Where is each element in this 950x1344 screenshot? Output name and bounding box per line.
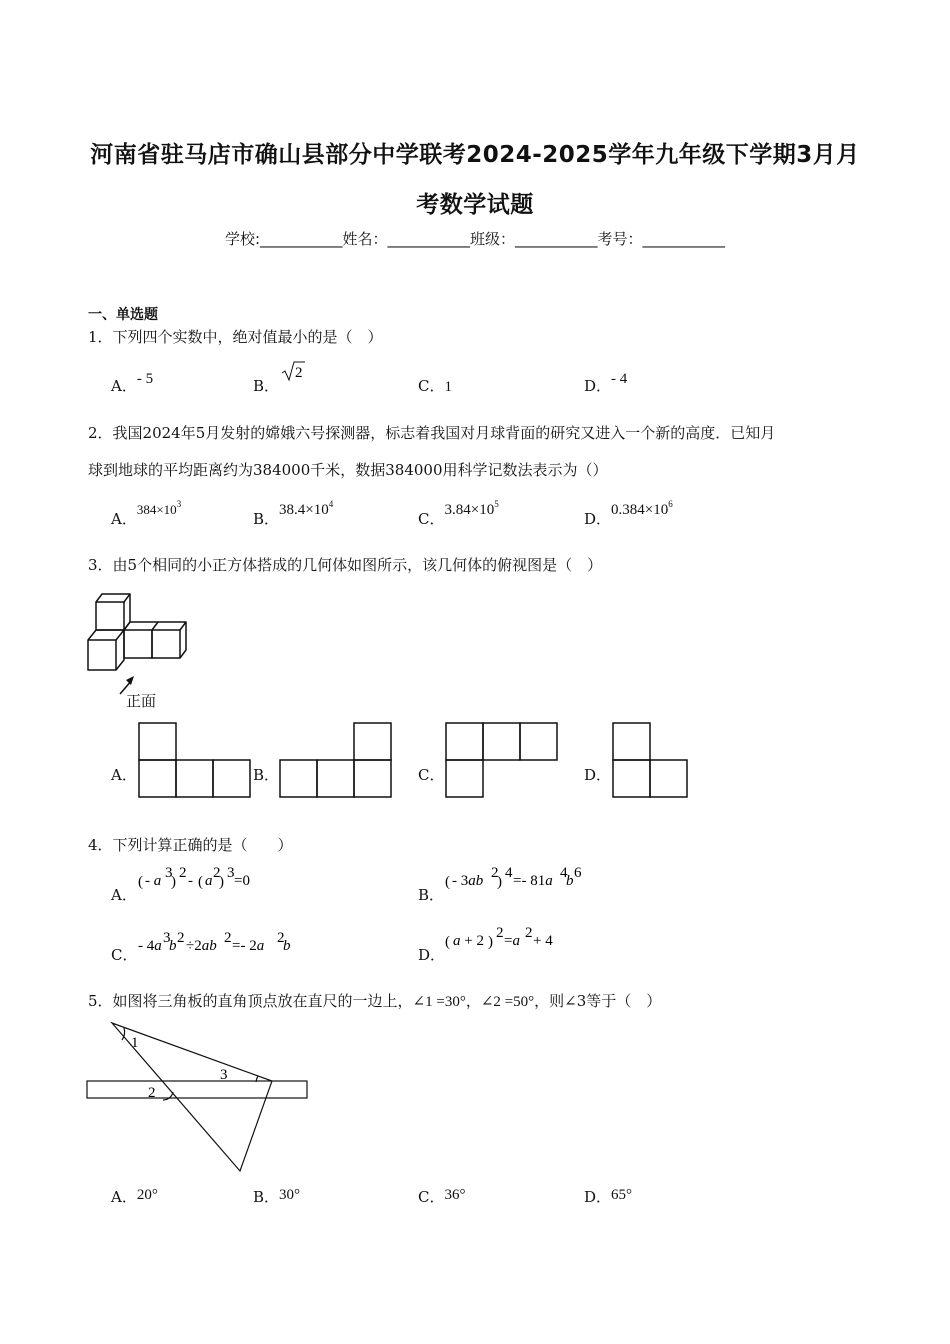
option-label: A． — [111, 1188, 137, 1206]
svg-text:2: 2 — [177, 930, 185, 946]
q2-option-d[interactable] — [584, 499, 673, 529]
q2-d-exp: 6 — [668, 499, 673, 509]
q5-d-value: 65° — [611, 1187, 633, 1203]
q2-b-exp: 4 — [328, 499, 334, 509]
svg-text:2: 2 — [179, 865, 187, 881]
q2-option-b[interactable] — [253, 499, 334, 529]
q2-c-value — [444, 499, 499, 518]
option-label: A． — [111, 886, 137, 904]
svg-text:3: 3 — [163, 930, 171, 946]
q5-c-value: 36° — [444, 1187, 466, 1203]
svg-text:2: 2 — [213, 865, 221, 881]
option-label: D． — [418, 946, 446, 964]
svg-text:- 3ab: - 3ab — [452, 873, 484, 889]
angle-label-2: 2 — [148, 1085, 156, 1101]
q2-a-exp: 3 — [176, 499, 182, 509]
name-blank[interactable]: ___________ — [387, 230, 471, 248]
class-label: 班级： — [470, 230, 516, 248]
q4-option-a-expression — [138, 865, 268, 894]
q2-stem-line1: 2．我国2024年5月发射的嫦娥六号探测器，标志着我国对月球背面的研究又进入一个新的高度．已知月 — [88, 424, 776, 442]
q1-option-d[interactable] — [584, 371, 628, 396]
q3-option-c-label[interactable]: C． — [418, 766, 445, 784]
q2-c-base: 3.84 — [444, 502, 471, 518]
svg-text:2: 2 — [491, 865, 499, 881]
svg-text:): ) — [497, 874, 502, 890]
q3-option-d-label[interactable]: D． — [584, 766, 612, 784]
svg-text:4: 4 — [505, 865, 513, 881]
svg-text:(: ( — [445, 934, 450, 950]
q1-d-value: - 4 — [611, 371, 628, 387]
q2-stem-line2: 球到地球的平均距离约为384000千米，数据384000用科学记数法表示为（） — [88, 461, 608, 479]
svg-text:2: 2 — [224, 930, 232, 946]
svg-text:2: 2 — [496, 925, 504, 941]
option-label: B． — [253, 1188, 280, 1206]
q2-b-value — [279, 499, 334, 518]
q1-stem: 1．下列四个实数中，绝对值最小的是（ ） — [88, 328, 383, 346]
class-blank[interactable]: ___________ — [515, 230, 598, 248]
q3-option-a-label[interactable]: A． — [111, 766, 137, 784]
q1-option-a[interactable] — [111, 371, 154, 396]
school-label: 学校: — [224, 230, 260, 248]
svg-text:a: a — [205, 873, 213, 889]
svg-text:3: 3 — [165, 865, 173, 881]
option-label: B． — [253, 510, 280, 528]
svg-text:): ) — [488, 934, 493, 950]
q2-a-times: ×10 — [156, 502, 177, 517]
q5-option-d[interactable] — [584, 1186, 632, 1207]
svg-text:b: b — [283, 938, 291, 954]
q4-option-c[interactable] — [111, 944, 137, 965]
q2-c-times: ×10 — [470, 502, 495, 518]
q4-option-a[interactable] — [111, 884, 137, 905]
svg-text:(: ( — [445, 874, 450, 890]
q2-option-a[interactable] — [111, 499, 182, 529]
page-title: 河南省驻马店市确山县部分中学联考2024-2025学年九年级下学期3月月 — [90, 142, 860, 168]
q5-stem-pre: 5．如图将三角板的直角顶点放在直尺的一边上， — [88, 992, 413, 1010]
q4-option-d[interactable] — [418, 944, 445, 965]
angle-label-3: 3 — [220, 1067, 228, 1083]
q4-option-d-expression — [445, 926, 595, 954]
school-blank[interactable]: ___________ — [260, 230, 343, 248]
option-label: C． — [111, 946, 138, 964]
q2-a-value — [136, 499, 182, 517]
option-label: B． — [253, 377, 280, 395]
q1-option-b[interactable] — [253, 365, 303, 396]
q4-option-b[interactable] — [418, 884, 444, 905]
q3-option-d-figure[interactable] — [612, 722, 690, 798]
q5-option-c[interactable] — [418, 1186, 465, 1207]
option-label: D． — [584, 510, 612, 528]
q4-option-b-expression — [445, 865, 595, 894]
svg-text:-: - — [188, 873, 193, 889]
angle-label-1: 1 — [131, 1035, 139, 1051]
name-label: 姓名： — [342, 230, 388, 248]
q5-stem-post: ，则∠3等于（ ） — [534, 992, 662, 1010]
option-label: C． — [418, 510, 445, 528]
svg-text:=0: =0 — [234, 873, 250, 889]
svg-text:): ) — [171, 874, 176, 890]
number-label: 考号： — [597, 230, 643, 248]
q5-angle2: ∠2 =50° — [480, 994, 535, 1010]
q5-option-a[interactable] — [111, 1186, 158, 1207]
q2-d-value — [611, 499, 673, 518]
q2-option-c[interactable] — [418, 499, 499, 529]
q4-option-c-expression — [138, 932, 318, 958]
q3-option-b-figure[interactable] — [279, 722, 393, 798]
q3-option-a-figure[interactable] — [138, 722, 252, 798]
svg-text:- 4a: - 4a — [138, 938, 162, 954]
q5-a-value: 20° — [136, 1187, 158, 1203]
option-label: B． — [418, 886, 445, 904]
option-label: D． — [584, 1188, 612, 1206]
svg-text:6: 6 — [574, 865, 582, 881]
q2-d-base: 0.384 — [611, 502, 645, 518]
q1-c-value: 1 — [444, 379, 452, 395]
q3-option-c-figure[interactable] — [445, 722, 559, 798]
svg-text:b: b — [566, 873, 574, 889]
q2-d-times: ×10 — [644, 502, 669, 518]
q5-sep: ， — [465, 992, 481, 1010]
option-label: C． — [418, 377, 445, 395]
q2-b-base: 38.4 — [279, 502, 306, 518]
svg-text:- a: - a — [145, 873, 162, 889]
q4-stem: 4．下列计算正确的是（ ） — [88, 836, 293, 854]
q2-b-times: ×10 — [305, 502, 329, 518]
q5-option-b[interactable] — [253, 1186, 300, 1207]
svg-text:2: 2 — [277, 930, 285, 946]
svg-text:(: ( — [138, 874, 143, 890]
q2-a-base: 384 — [136, 502, 157, 517]
option-label: D． — [584, 377, 612, 395]
number-blank[interactable]: ___________ — [642, 230, 726, 248]
q5-angle1: ∠1 =30° — [412, 994, 466, 1010]
q2-c-exp: 5 — [494, 499, 499, 509]
svg-text:÷2ab: ÷2ab — [186, 938, 217, 954]
q5-b-value: 30° — [279, 1187, 301, 1203]
page-title-line2: 考数学试题 — [416, 192, 534, 218]
student-info-line — [0, 228, 950, 249]
section-heading: 一、单选题 — [88, 307, 158, 323]
svg-text:b: b — [169, 938, 177, 954]
svg-text:a + 2: a + 2 — [453, 933, 484, 949]
option-label: A． — [111, 377, 137, 395]
q3-option-b-label[interactable]: B． — [253, 766, 280, 784]
svg-text:=a: =a — [504, 933, 520, 949]
svg-text:2: 2 — [525, 925, 533, 941]
q1-a-value: - 5 — [136, 371, 154, 387]
q5-stem — [88, 990, 661, 1013]
q3-front-label: 正面 — [126, 692, 157, 710]
svg-text:=- 81a: =- 81a — [513, 873, 553, 889]
q3-stem: 3．由5个相同的小正方体搭成的几何体如图所示，该几何体的俯视图是（ ） — [88, 556, 603, 574]
option-label: A． — [111, 510, 137, 528]
svg-text:=- 2a: =- 2a — [232, 938, 265, 954]
svg-text:3: 3 — [227, 865, 235, 881]
q1-option-c[interactable] — [418, 375, 452, 396]
svg-text:2: 2 — [295, 365, 303, 381]
option-label: C． — [418, 1188, 445, 1206]
svg-text:(: ( — [198, 874, 203, 890]
q5-ruler-triangle-figure — [84, 1020, 310, 1175]
svg-text:4: 4 — [560, 865, 568, 881]
sqrt2-symbol — [281, 361, 305, 383]
svg-text:): ) — [219, 874, 224, 890]
ruler-shape — [87, 1081, 307, 1098]
svg-text:+ 4: + 4 — [533, 933, 553, 949]
